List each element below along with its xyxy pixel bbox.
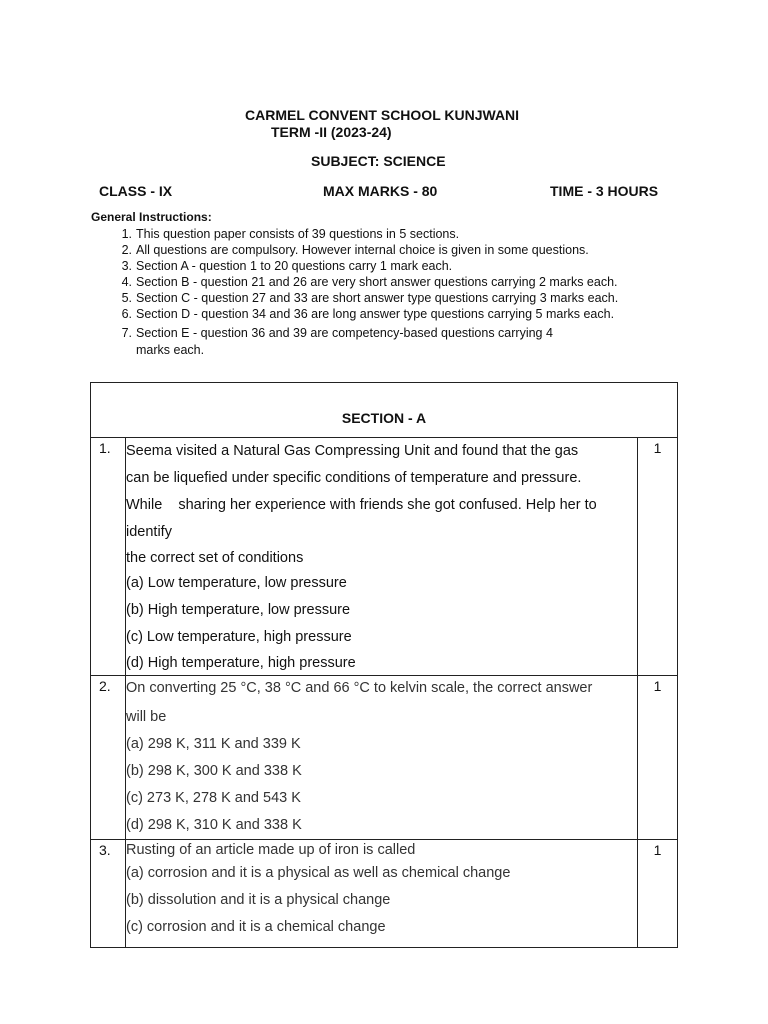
instruction-number: 7. [121, 326, 132, 340]
instruction-continuation: marks each. [136, 343, 205, 357]
option: (b) 298 K, 300 K and 338 K [126, 763, 302, 779]
question-number: 3. [99, 842, 111, 858]
marks-value: 1 [653, 678, 662, 694]
school-name: CARMEL CONVENT SCHOOL KUNJWANI [245, 107, 520, 123]
instruction-number: 5. [121, 291, 132, 305]
question-line: Seema visited a Natural Gas Compressing Unit and found that the gas [126, 443, 579, 459]
option: (a) Low temperature, low pressure [126, 575, 347, 591]
section-a-table [90, 382, 678, 948]
instructions-title: General Instructions: [91, 210, 212, 224]
option: (d) 298 K, 310 K and 338 K [126, 817, 302, 833]
section-header-row [91, 383, 678, 438]
question-line: Rusting of an article made up of iron is called [126, 842, 416, 858]
instruction-item [110, 243, 589, 257]
marks-value: 1 [653, 440, 662, 456]
marks-cell [638, 438, 678, 676]
instruction-number: 3. [121, 259, 132, 273]
instruction-item [110, 307, 614, 321]
question-number-cell [91, 438, 126, 676]
marks-cell [638, 676, 678, 840]
option: (b) dissolution and it is a physical change [126, 892, 391, 908]
option: (a) corrosion and it is a physical as well as chemical change [126, 865, 511, 881]
marks-cell [638, 840, 678, 948]
question-number: 1. [99, 440, 111, 456]
question-line: can be liquefied under specific conditions of temperature and pressure. [126, 470, 582, 486]
instruction-number: 4. [121, 275, 132, 289]
question-row [91, 840, 678, 948]
time-label: TIME - 3 HOURS [550, 183, 659, 199]
term-label: TERM -II (2023-24) [271, 124, 392, 140]
instruction-text: Section C - question 27 and 33 are short answer type questions carrying 3 marks each. [136, 291, 619, 305]
instruction-text: Section E - question 36 and 39 are competency-based questions carrying 4 [136, 326, 553, 340]
instruction-item [110, 326, 553, 340]
question-text-cell [126, 840, 638, 948]
instruction-text: This question paper consists of 39 questions in 5 sections. [136, 227, 460, 241]
question-line: On converting 25 °C, 38 °C and 66 °C to kelvin scale, the correct answer [126, 680, 593, 696]
option: (a) 298 K, 311 K and 339 K [126, 736, 301, 752]
instruction-text: All questions are compulsory. However internal choice is given in some questions. [136, 243, 589, 257]
instruction-text: Section B - question 21 and 26 are very short answer questions carrying 2 marks each. [136, 275, 618, 289]
instruction-number: 1. [121, 227, 132, 241]
instruction-item [110, 275, 618, 289]
instruction-text: Section A - question 1 to 20 questions carry 1 mark each. [136, 259, 453, 273]
question-number: 2. [99, 678, 111, 694]
question-line: the correct set of conditions [126, 550, 304, 566]
instruction-item [110, 227, 459, 241]
option: (d) High temperature, high pressure [126, 655, 356, 671]
question-line: will be [126, 709, 167, 725]
option: (c) Low temperature, high pressure [126, 629, 352, 645]
question-number-cell [91, 676, 126, 840]
option: (c) 273 K, 278 K and 543 K [126, 790, 301, 806]
instruction-number: 2. [121, 243, 132, 257]
section-header-cell [91, 383, 678, 438]
question-line: While sharing her experience with friends she got confused. Help her to [126, 497, 597, 513]
question-line: identify [126, 524, 172, 540]
instruction-item [110, 291, 618, 305]
question-row [91, 438, 678, 676]
question-row [91, 676, 678, 840]
question-number-cell [91, 840, 126, 948]
class-label: CLASS - IX [99, 183, 173, 199]
option: (c) corrosion and it is a chemical change [126, 919, 386, 935]
subject-label: SUBJECT: SCIENCE [311, 153, 446, 169]
instruction-number: 6. [121, 307, 132, 321]
max-marks-label: MAX MARKS - 80 [323, 183, 438, 199]
question-text-cell [126, 676, 638, 840]
section-title: SECTION - A [341, 410, 427, 426]
instruction-text: Section D - question 34 and 36 are long answer type questions carrying 5 marks each. [136, 307, 615, 321]
instruction-item [110, 259, 452, 273]
option: (b) High temperature, low pressure [126, 602, 351, 618]
question-text-cell [126, 438, 638, 676]
marks-value: 1 [653, 842, 662, 858]
